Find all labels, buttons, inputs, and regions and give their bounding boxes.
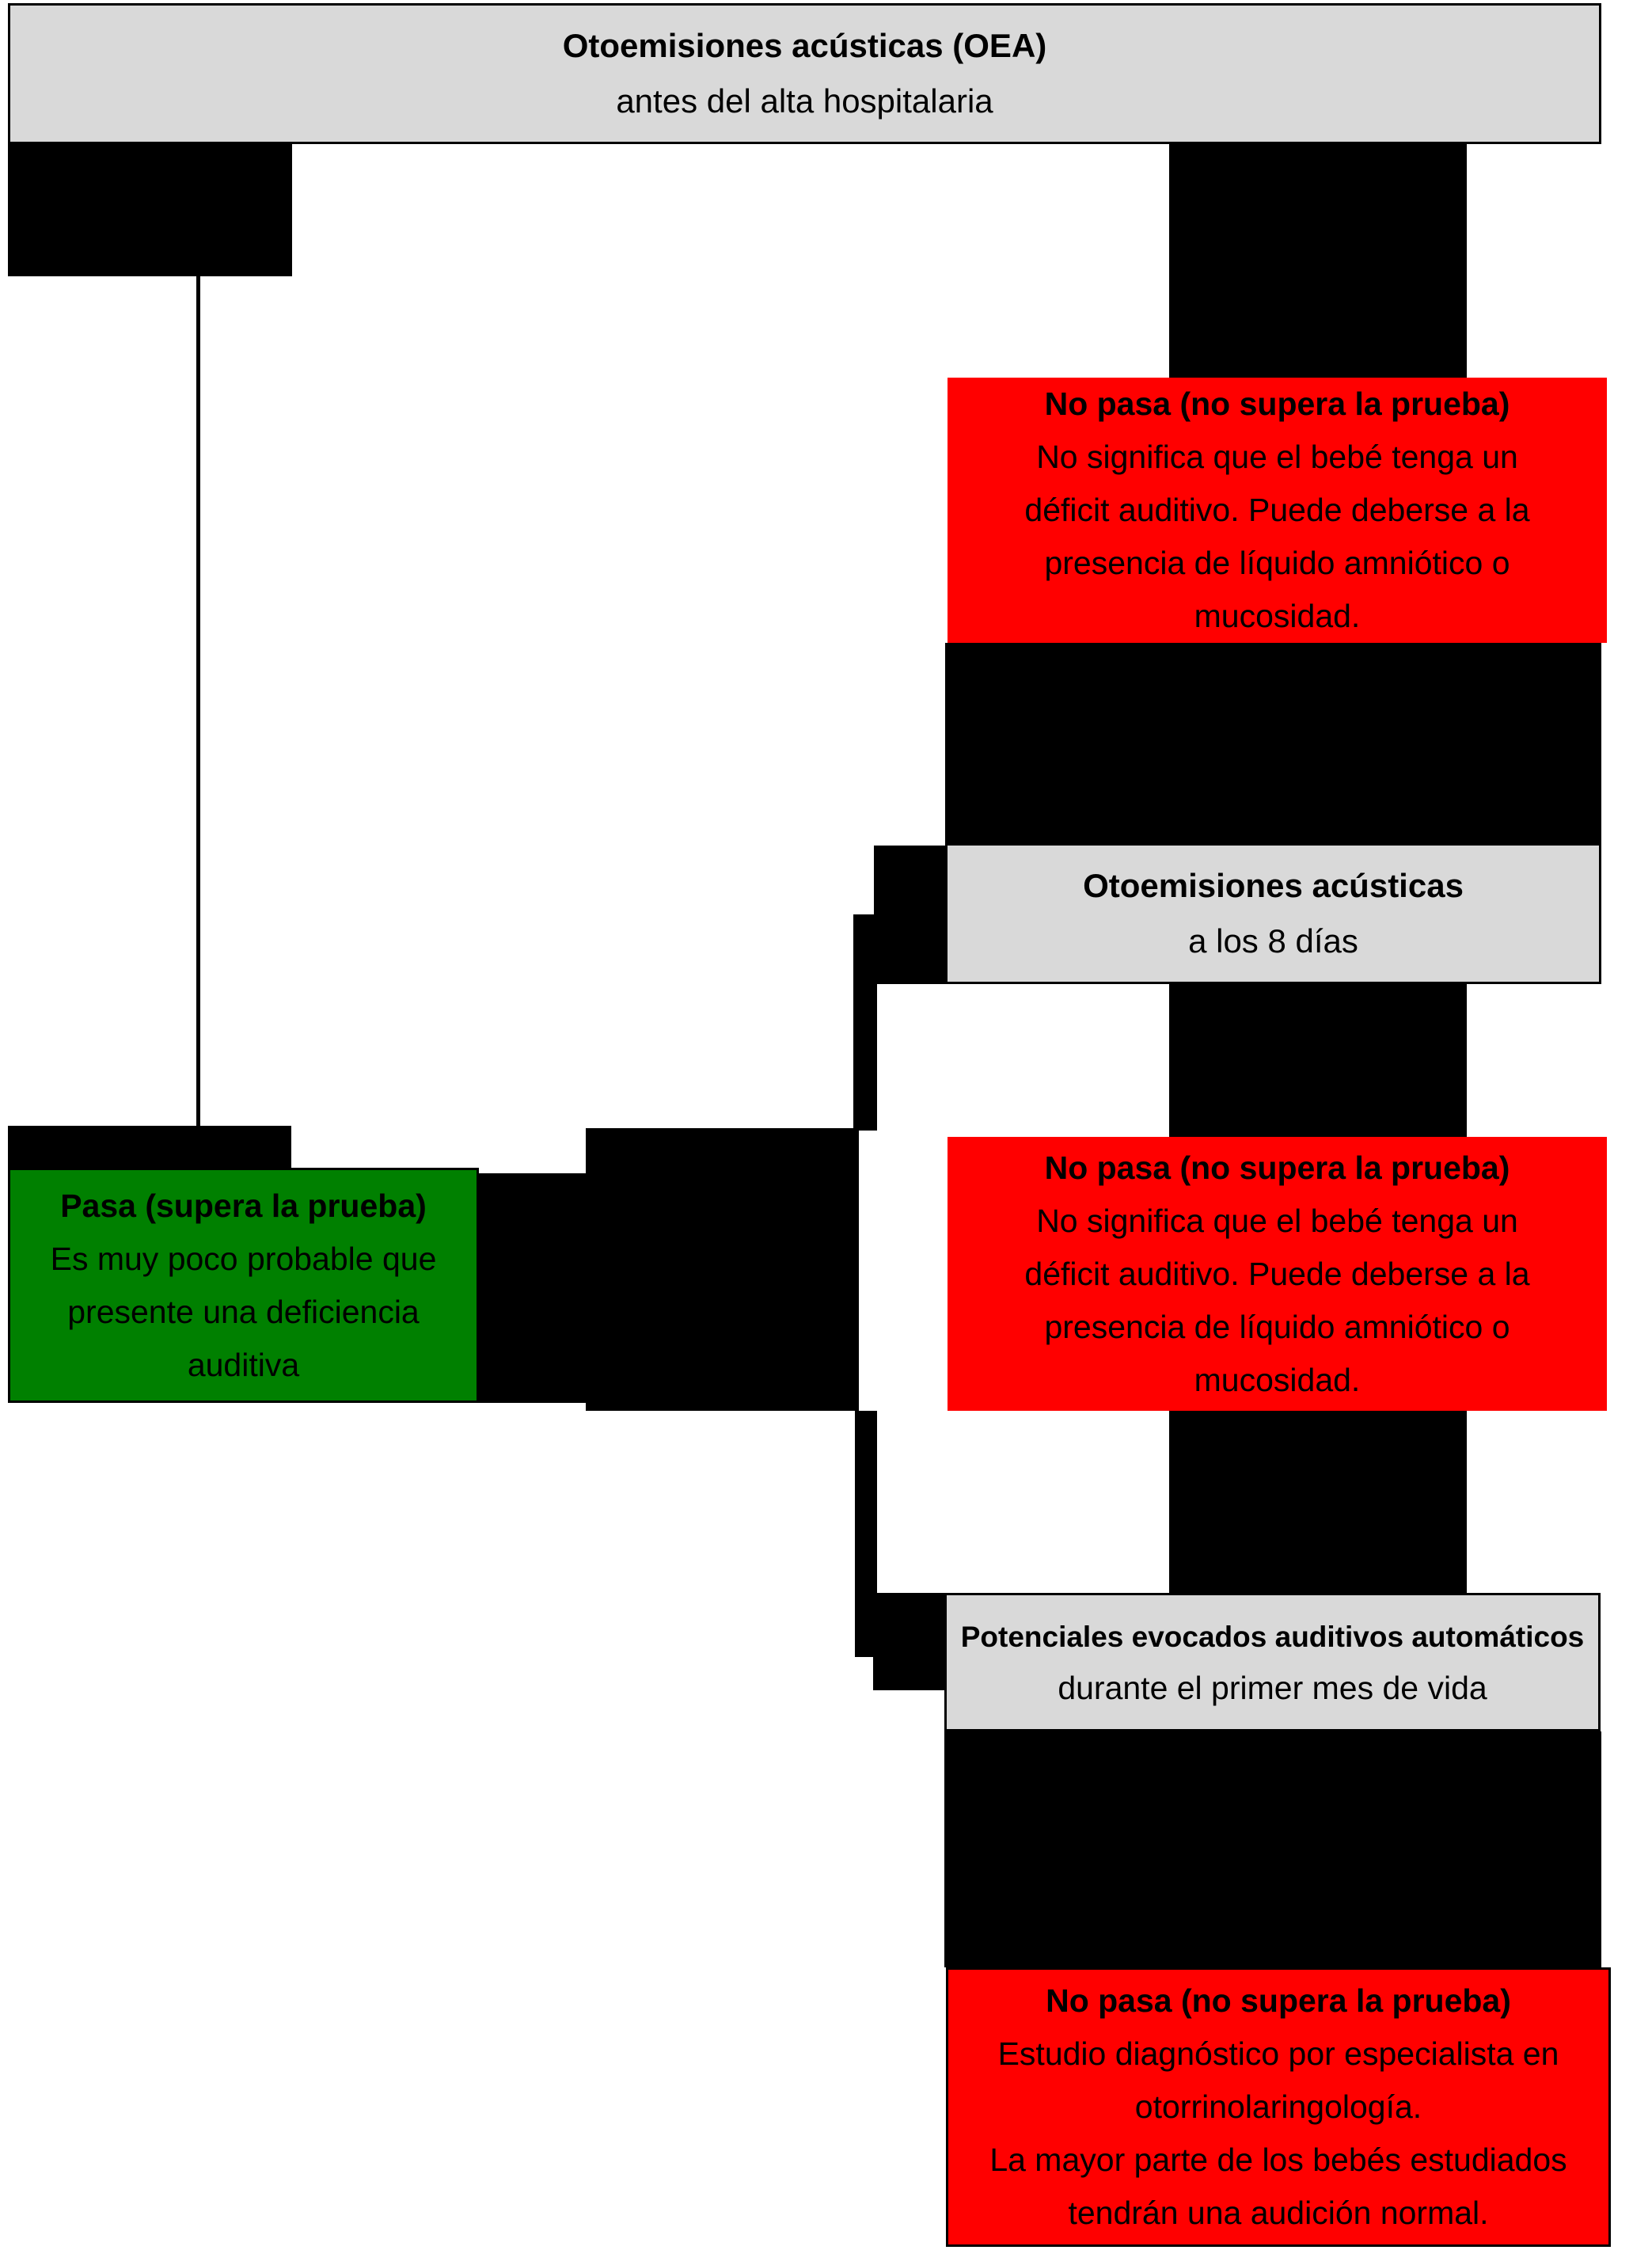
node-no-pasa-3-line3: La mayor parte de los bebés estudiados — [989, 2142, 1567, 2178]
node-oea-before-discharge — [8, 3, 1601, 144]
connector-column-nopasa2-to-peaa — [1169, 1411, 1467, 1593]
connector-right-of-pasa-small — [479, 1173, 586, 1403]
node-no-pasa-1-line4: mucosidad. — [1194, 598, 1361, 634]
node-no-pasa-2-line4: mucosidad. — [1194, 1361, 1361, 1398]
node-no-pasa-2 — [948, 1137, 1607, 1411]
node-pasa — [8, 1168, 479, 1403]
node-no-pasa-1 — [948, 378, 1607, 643]
node-oea-8-dias — [945, 843, 1601, 984]
node-oea-before-discharge-title: Otoemisiones acústicas (OEA) — [562, 27, 1047, 64]
node-no-pasa-3 — [946, 1967, 1611, 2247]
connector-left-bar-above-pasa — [8, 1126, 291, 1169]
node-no-pasa-1-title: No pasa (no supera la prueba) — [1044, 386, 1510, 422]
node-pasa-title: Pasa (supera la prueba) — [60, 1187, 427, 1224]
connector-below-nopasa1 — [945, 643, 1601, 843]
node-no-pasa-1-line1: No significa que el bebé tenga un — [1036, 439, 1518, 475]
node-pasa-line1: Es muy poco probable que — [50, 1240, 437, 1277]
connector-right-column-top — [1169, 144, 1467, 378]
node-no-pasa-1-line2: déficit auditivo. Puede deberse a la — [1024, 492, 1530, 528]
node-peaa-title: Potenciales evocados auditivos automáticos — [960, 1620, 1585, 1653]
node-no-pasa-3-title: No pasa (no supera la prueba) — [1046, 1982, 1511, 2019]
connector-notch-left-of-peaa — [873, 1593, 944, 1690]
node-no-pasa-3-line2: otorrinolaringología. — [1134, 2088, 1422, 2125]
node-no-pasa-3-line4: tendrán una audición normal. — [1068, 2195, 1489, 2231]
connector-below-peaa — [944, 1731, 1601, 1967]
node-peaa — [944, 1593, 1601, 1731]
connector-notch-left-of-oea8dias — [874, 846, 945, 984]
node-no-pasa-1-line3: presencia de líquido amniótico o — [1044, 545, 1510, 581]
node-peaa-subtitle: durante el primer mes de vida — [1058, 1669, 1487, 1706]
connector-left-top-block — [8, 144, 292, 276]
node-oea-8-dias-title: Otoemisiones acústicas — [1083, 867, 1464, 904]
node-no-pasa-3-line1: Estudio diagnóstico por especialista en — [997, 2035, 1559, 2072]
node-no-pasa-2-line1: No significa que el bebé tenga un — [1036, 1202, 1518, 1239]
node-no-pasa-2-line2: déficit auditivo. Puede deberse a la — [1024, 1255, 1530, 1292]
connector-column-oea8dias-to-nopasa2 — [1169, 984, 1467, 1137]
node-no-pasa-2-line3: presencia de líquido amniótico o — [1044, 1308, 1510, 1345]
node-oea-8-dias-subtitle: a los 8 días — [1188, 922, 1358, 960]
node-oea-before-discharge-subtitle: antes del alta hospitalaria — [616, 82, 993, 120]
connector-right-of-pasa-large — [586, 1128, 859, 1411]
node-pasa-line2: presente una deficiencia — [67, 1293, 420, 1330]
node-no-pasa-2-title: No pasa (no supera la prueba) — [1044, 1149, 1510, 1186]
node-pasa-line3: auditiva — [187, 1346, 300, 1383]
connector-thin-bar-upper — [853, 914, 877, 1131]
connector-left-vertical-line — [196, 276, 200, 1128]
